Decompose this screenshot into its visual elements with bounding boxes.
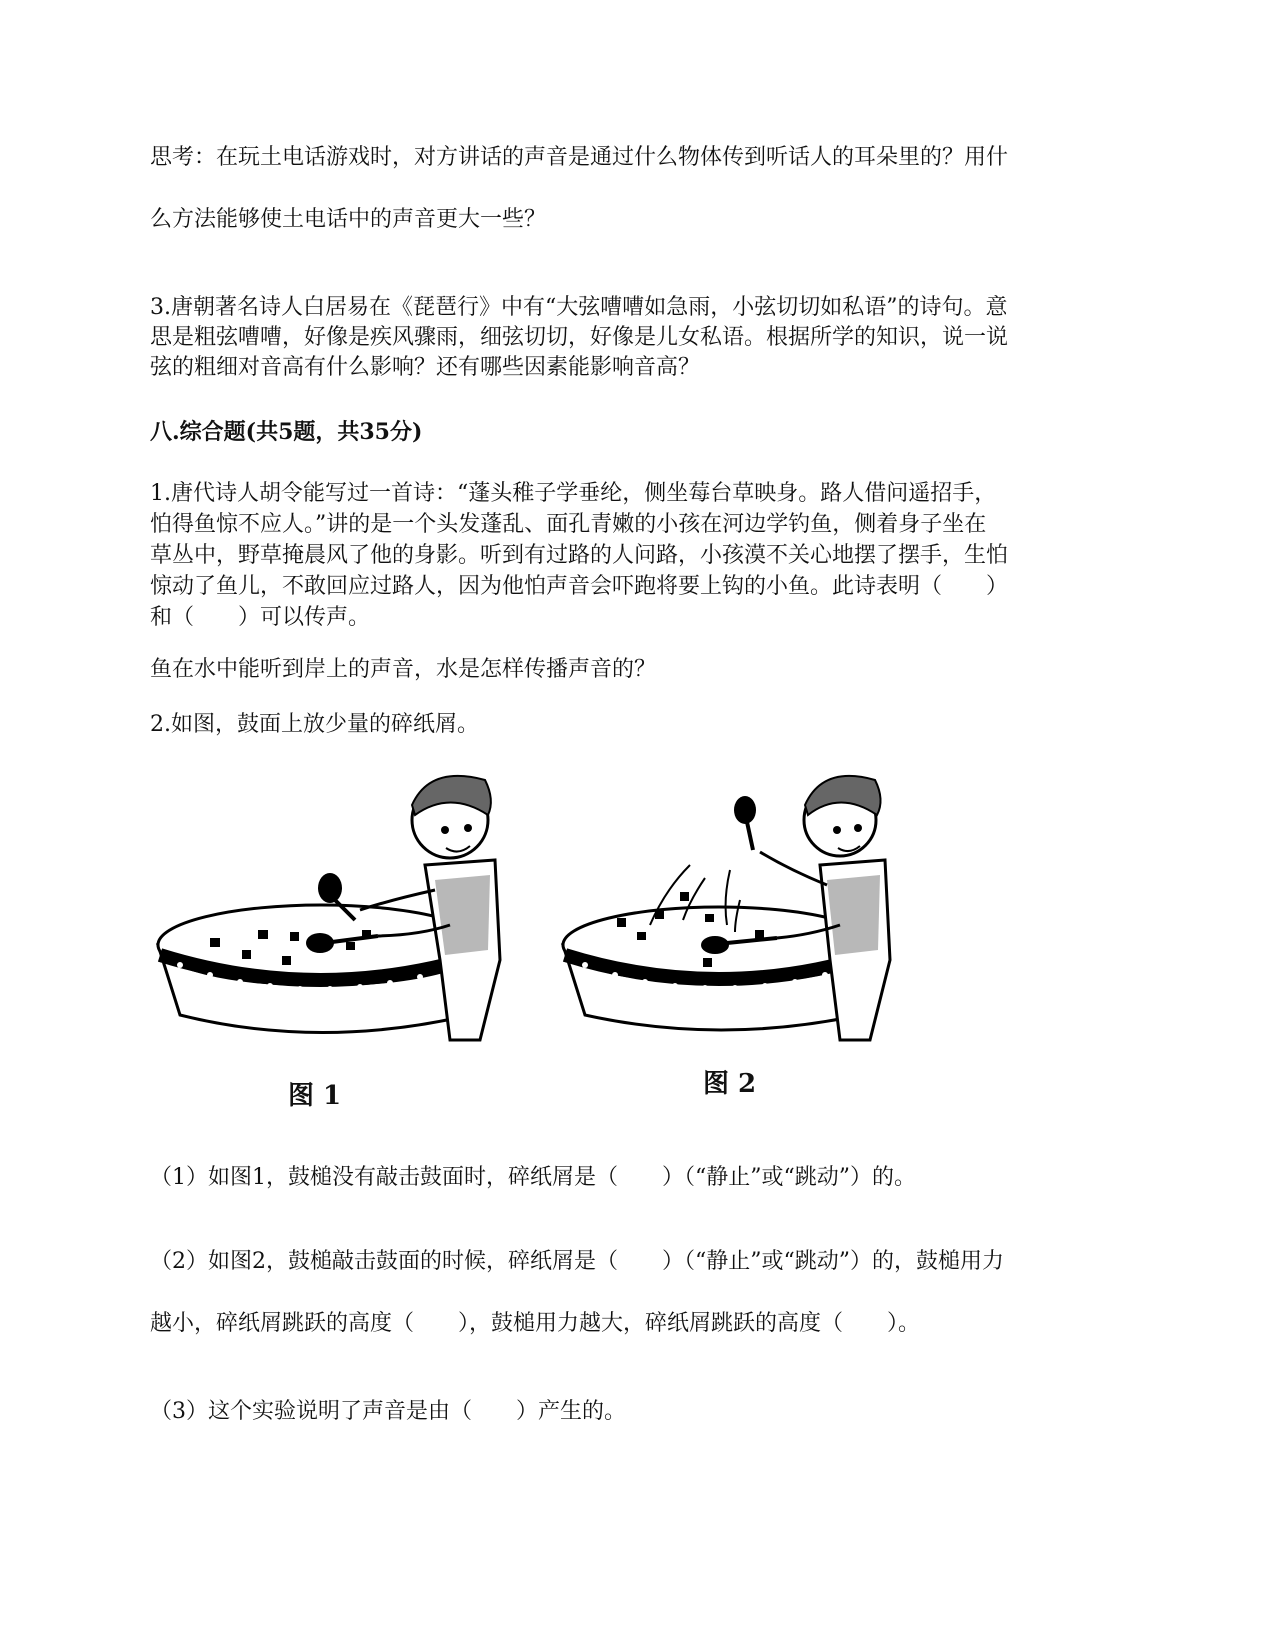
s8-question-2-part-2-line-1: （2）如图2，鼓槌敲击鼓面的时候，碎纸屑是（ ）（“静止”或“跳动”）的，鼓槌用力 [150, 1249, 1004, 1274]
s8-question-1-line-5: 和（ ）可以传声。 [150, 605, 371, 630]
s8-question-1-sub: 鱼在水中能听到岸上的声音，水是怎样传播声音的？ [150, 657, 657, 682]
think-question-line-2: 么方法能够使土电话中的声音更大一些？ [150, 207, 547, 232]
s8-question-2-intro: 2.如图，鼓面上放少量的碎纸屑。 [150, 712, 479, 737]
s8-question-1-line-3: 草丛中，野草掩晨风了他的身影。听到有过路的人问路，小孩漠不关心地摆了摆手，生怕 [150, 543, 1009, 568]
question-3-line-3: 弦的粗细对音高有什么影响？还有哪些因素能影响音高？ [150, 355, 701, 380]
figure-2-drum-illustration [555, 760, 900, 1060]
s8-question-1-line-1: 1.唐代诗人胡令能写过一首诗：“蓬头稚子学垂纶，侧坐莓台草映身。路人借问遥招手， [150, 481, 997, 506]
figure-1-drum-illustration [150, 760, 510, 1060]
s8-question-2-part-1: （1）如图1，鼓槌没有敲击鼓面时，碎纸屑是（ ）（“静止”或“跳动”）的。 [150, 1165, 916, 1190]
question-3-line-2: 思是粗弦嘈嘈，好像是疾风骤雨，细弦切切，好像是儿女私语。根据所学的知识，说一说 [150, 325, 1009, 350]
s8-question-2-part-2-line-2: 越小，碎纸屑跳跃的高度（ ），鼓槌用力越大，碎纸屑跳跃的高度（ ）。 [150, 1311, 921, 1336]
s8-question-2-part-3: （3）这个实验说明了声音是由（ ）产生的。 [150, 1399, 626, 1424]
s8-question-1-line-4: 惊动了鱼儿，不敢回应过路人，因为他怕声音会吓跑将要上钩的小鱼。此诗表明（ ） [150, 574, 1009, 599]
question-3-line-1: 3.唐朝著名诗人白居易在《琵琶行》中有“大弦嘈嘈如急雨，小弦切切如私语”的诗句。意 [150, 295, 1008, 320]
s8-question-1-line-2: 怕得鱼惊不应人。”讲的是一个头发蓬乱、面孔青嫩的小孩在河边学钓鱼，侧着身子坐在 [150, 512, 987, 537]
figure-2-caption: 图 2 [703, 1069, 757, 1099]
figure-1-caption: 图 1 [288, 1081, 342, 1111]
think-question-line-1: 思考：在玩土电话游戏时，对方讲话的声音是通过什么物体传到听话人的耳朵里的？用什 [150, 145, 1009, 170]
section-8-heading: 八.综合题(共5题，共35分) [150, 419, 423, 445]
